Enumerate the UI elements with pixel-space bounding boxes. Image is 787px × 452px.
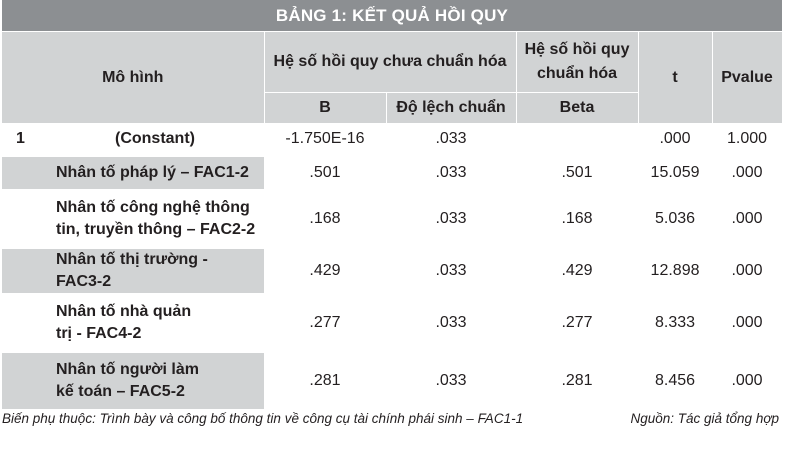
cell-b: .281	[264, 352, 386, 410]
cell-t: 15.059	[638, 156, 712, 190]
row-label-line-2: kế toán – FAC5-2	[56, 382, 185, 400]
table-row	[2, 352, 782, 410]
row-label-line-2: trị - FAC4-2	[56, 324, 142, 342]
cell-beta: .501	[516, 156, 638, 190]
row-label-line-1: Nhân tố nhà quản	[56, 302, 192, 320]
row-label-line-2: tin, truyền thông – FAC2-2	[56, 220, 256, 238]
row-label	[46, 294, 264, 352]
cell-b: .168	[309, 209, 341, 227]
table-row	[2, 156, 782, 190]
row-label	[46, 352, 264, 410]
cell-se: .033	[386, 248, 516, 294]
cell-p: .000	[712, 352, 782, 410]
header-row-1	[2, 32, 782, 93]
footnote-dependent-variable: Biến phụ thuộc: Trình bày và công bố thông tin về công cụ tài chính phái sinh – FAC1-1	[2, 411, 524, 426]
cell-p: .000	[712, 248, 782, 294]
cell-se: .033	[435, 313, 467, 331]
row-label-line-1: Nhân tố người làm	[56, 360, 199, 378]
cell-b: .429	[264, 248, 386, 294]
cell-se: .033	[435, 209, 467, 227]
header-model: Mô hình	[2, 32, 264, 124]
row-label-line-1: Nhân tố công nghệ thông	[56, 198, 250, 216]
table-row	[2, 190, 782, 248]
table-title: BẢNG 1: KẾT QUẢ HỒI QUY	[2, 0, 782, 31]
cell-t: 8.333	[654, 313, 696, 331]
cell-p: .000	[731, 209, 763, 227]
table-row	[2, 294, 782, 352]
header-standardized-text: Hệ số hồi quy chuẩn hóa	[524, 41, 630, 82]
footnote-source: Nguồn: Tác giả tổng hợp	[630, 411, 779, 426]
row-gutter	[2, 190, 46, 248]
header-t: t	[638, 32, 712, 124]
cell-beta	[516, 124, 638, 156]
cell-beta: .277	[561, 313, 593, 331]
cell-t: .000	[659, 130, 691, 148]
table-row	[2, 248, 782, 294]
row-gutter	[2, 352, 46, 410]
cell-se: .033	[386, 156, 516, 190]
cell-p: .000	[731, 313, 763, 331]
table-row	[2, 124, 782, 156]
cell-beta: .168	[561, 209, 593, 227]
header-standardized	[516, 32, 638, 93]
cell-b: -1.750E-16	[285, 130, 365, 148]
cell-p: 1.000	[726, 130, 768, 148]
cell-b: .277	[309, 313, 341, 331]
cell-beta: .429	[516, 248, 638, 294]
cell-se: .033	[386, 352, 516, 410]
row-gutter	[2, 294, 46, 352]
cell-se: .033	[435, 130, 467, 148]
row-label: Nhân tố thị trường - FAC3-2	[46, 248, 264, 294]
model-number: 1	[16, 130, 25, 148]
cell-t: 12.898	[638, 248, 712, 294]
cell-p: .000	[712, 156, 782, 190]
row-gutter	[2, 248, 46, 294]
regression-table	[2, 31, 783, 411]
row-label	[46, 190, 264, 248]
row-label: (Constant)	[115, 130, 195, 148]
cell-t: 8.456	[638, 352, 712, 410]
row-gutter	[2, 156, 46, 190]
cell-t: 5.036	[654, 209, 696, 227]
header-pvalue: Pvalue	[712, 32, 782, 124]
cell-b: .501	[264, 156, 386, 190]
header-se: Độ lệch chuẩn	[386, 93, 516, 124]
header-unstandardized: Hệ số hồi quy chưa chuẩn hóa	[264, 32, 516, 93]
header-b: B	[264, 93, 386, 124]
row-label: Nhân tố pháp lý – FAC1-2	[46, 156, 264, 190]
cell-beta: .281	[516, 352, 638, 410]
header-beta: Beta	[516, 93, 638, 124]
